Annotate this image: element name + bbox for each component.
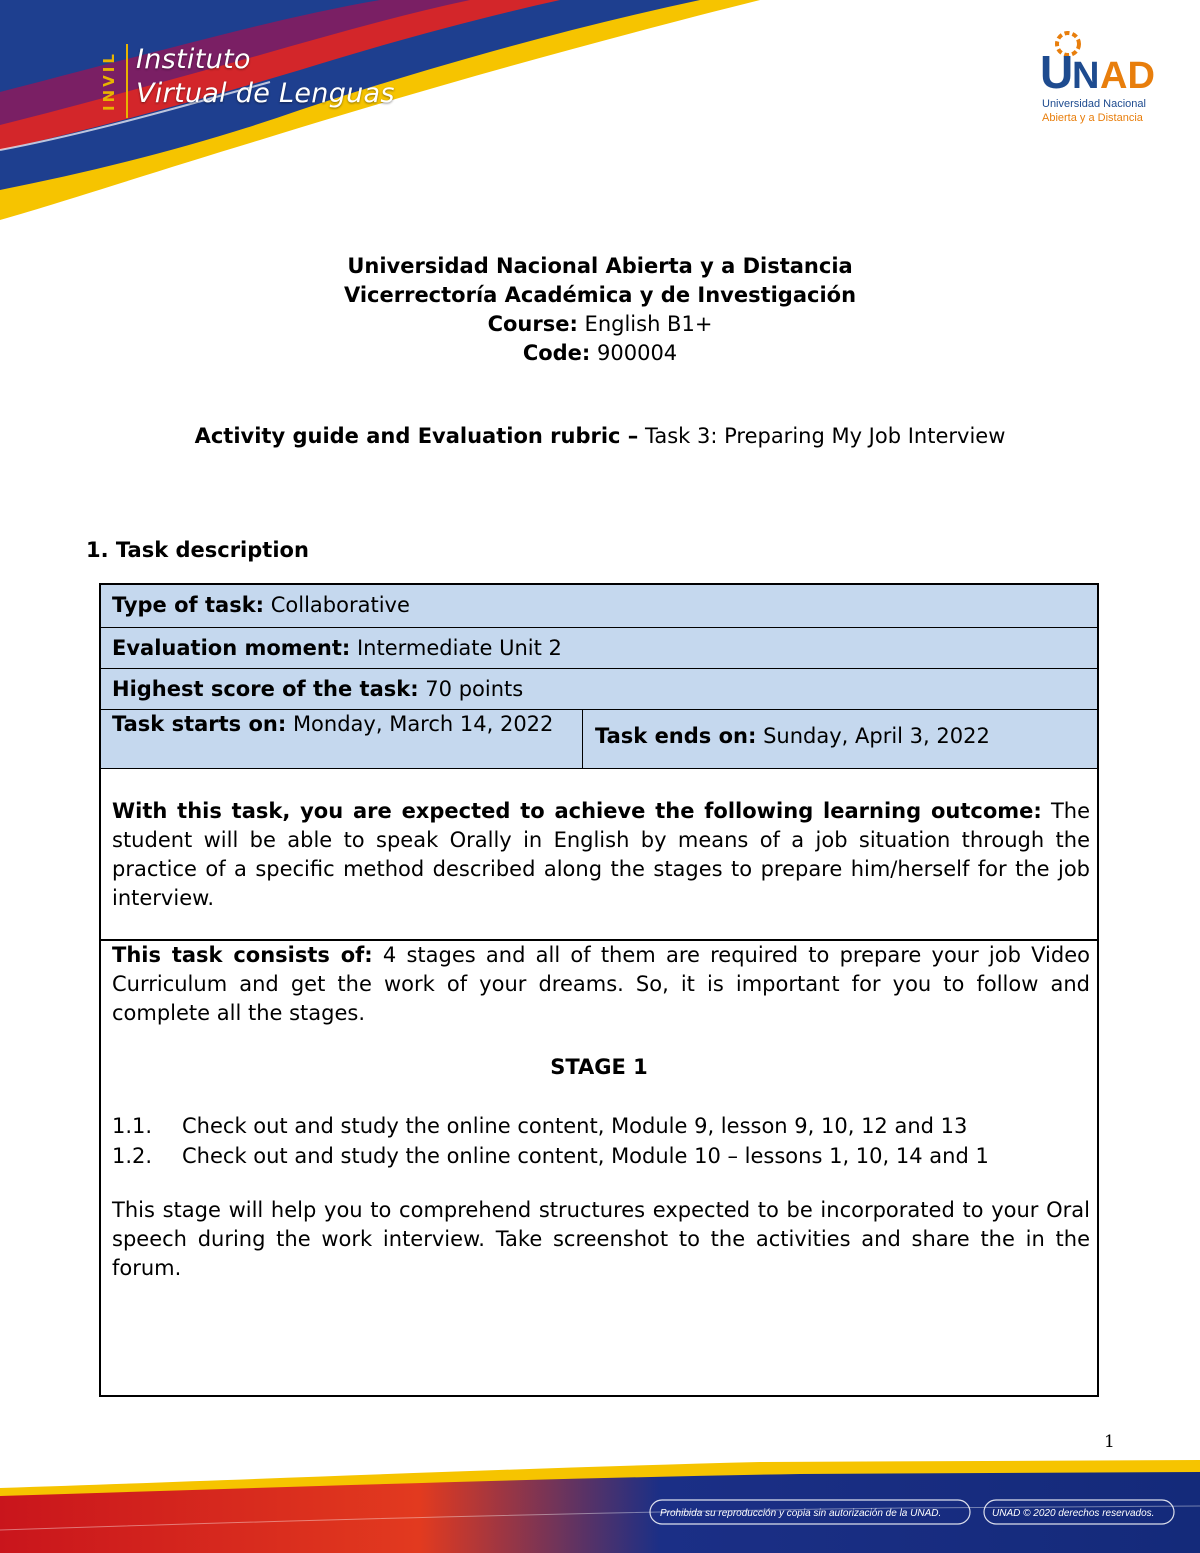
moment-value: Intermediate Unit 2: [350, 636, 562, 660]
page-number: 1: [1104, 1432, 1115, 1452]
unad-logo-ad: AD: [1100, 55, 1155, 92]
learning-outcome-text: [112, 797, 1090, 913]
task-consists-cell: [101, 941, 1097, 1395]
ends-label: Task ends on:: [595, 724, 757, 748]
unad-logo: [1038, 28, 1170, 128]
type-of-task-row: [101, 585, 1097, 628]
footer-notice: Prohibida su reproducción y copia sin autorización de la UNAD.: [660, 1508, 942, 1519]
list-item-text: Check out and study the online content, Module 9, lesson 9, 10, 12 and 13: [182, 1114, 968, 1138]
footer-banner: [0, 1460, 1200, 1553]
ivl-title-line1: Instituto: [136, 44, 251, 75]
ivl-divider: [126, 44, 128, 118]
code-line: [0, 339, 1200, 368]
ivl-logo: [100, 40, 430, 120]
highest-score-row: [101, 669, 1097, 710]
list-item: [112, 1141, 989, 1171]
starts-label: Task starts on:: [112, 712, 287, 736]
consists-label: This task consists of:: [112, 943, 373, 967]
score-value: 70 points: [418, 677, 524, 701]
ends-value: Sunday, April 3, 2022: [756, 724, 990, 748]
starts-value: Monday, March 14, 2022: [286, 712, 554, 736]
consists-paragraph: [112, 941, 1090, 1028]
code-value: 900004: [590, 341, 678, 365]
unad-logo-n: N: [1072, 55, 1100, 92]
course-line: [0, 310, 1200, 339]
score-label: Highest score of the task:: [112, 677, 419, 701]
ivl-vertical-text: INVIL: [100, 51, 118, 111]
ivl-title-line2: Virtual de Lenguas: [136, 78, 395, 109]
evaluation-moment-row: [101, 628, 1097, 669]
list-item-text: Check out and study the online content, Module 10 – lessons 1, 10, 14 and 1: [182, 1144, 989, 1168]
consists-body: 4 stages and all of them are required to prepare your job Video Curriculum and get the work of your dreams. So, it is important for you to follow and complete all the stages.: [112, 943, 1090, 1025]
course-value: English B1+: [577, 312, 713, 336]
unad-logo-mark: [1038, 28, 1170, 92]
activity-title-rest: Task 3: Preparing My Job Interview: [638, 424, 1006, 448]
university-name: Universidad Nacional Abierta y a Distancia: [347, 254, 853, 278]
activity-title-bold: Activity guide and Evaluation rubric –: [194, 424, 639, 448]
outcome-body: The student will be able to speak Orally in English by means of a job situation through the practice of a specific method described along the stages to prepare him/herself for the job interview.: [112, 799, 1090, 910]
task-table: [99, 583, 1099, 1397]
stage-title: STAGE 1: [550, 1055, 648, 1079]
task-starts-cell: [101, 710, 583, 768]
list-item-number: 1.2.: [112, 1144, 153, 1168]
stage-list: [112, 1111, 989, 1171]
course-label: Course:: [487, 312, 578, 336]
list-item-number: 1.1.: [112, 1114, 153, 1138]
section-heading: 1. Task description: [86, 538, 309, 562]
activity-title: [0, 424, 1200, 448]
list-item: [112, 1111, 989, 1141]
unad-name-line2: Abierta y a Distancia: [1042, 112, 1143, 124]
footer-copyright: UNAD © 2020 derechos reservados.: [992, 1508, 1155, 1519]
title-block: [0, 252, 1200, 368]
vicerrectoria-name: Vicerrectoría Académica y de Investigación: [343, 283, 857, 307]
unad-logo-u: U: [1040, 46, 1074, 92]
moment-label: Evaluation moment:: [112, 636, 351, 660]
outcome-label: With this task, you are expected to achieve the following learning outcome:: [112, 799, 1042, 823]
stage-note: This stage will help you to comprehend structures expected to be incorporated to your Oral speech during the work interview. Take screenshot to the activities and share the in the forum.: [112, 1198, 1090, 1280]
dates-row: [101, 710, 1097, 769]
type-value: Collaborative: [264, 593, 410, 617]
unad-name-line1: Universidad Nacional: [1042, 98, 1146, 110]
learning-outcome-cell: [101, 769, 1097, 941]
code-label: Code:: [522, 341, 591, 365]
type-label: Type of task:: [112, 593, 265, 617]
